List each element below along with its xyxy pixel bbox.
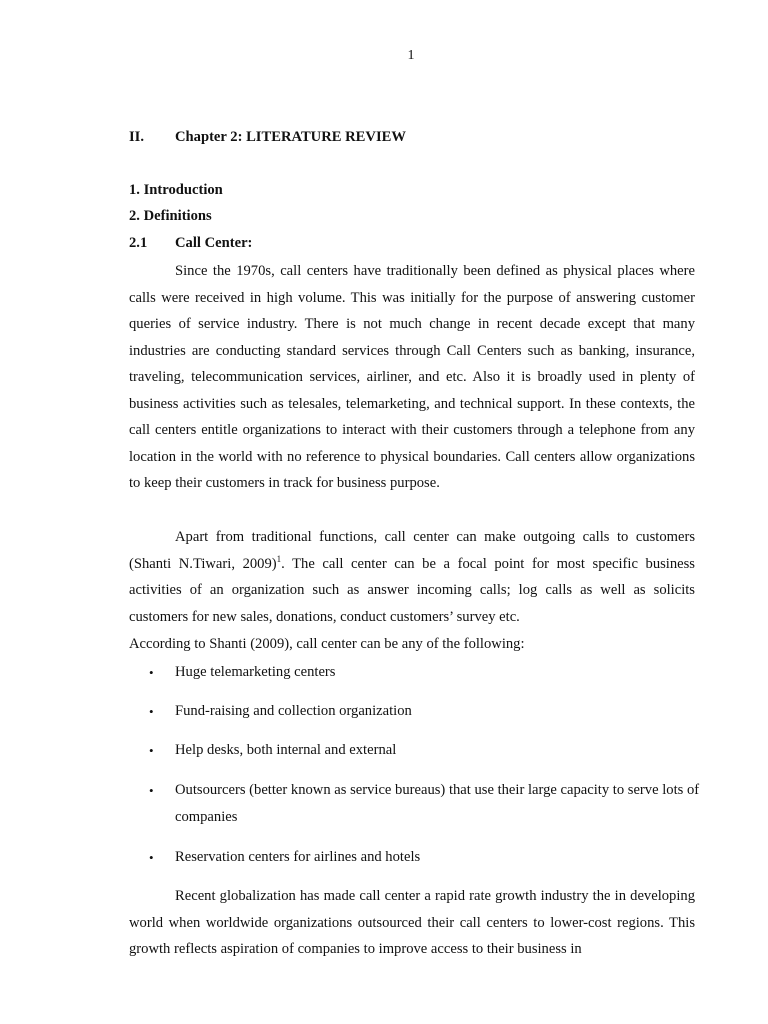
subsection-call-center: [129, 235, 252, 252]
paragraph-outgoing-calls-continued: . The call center can be a focal point for most specific business activities of an organization such as answer incoming calls; log calls as well as solicits customers for new sales, donations, conduct customers’ survey etc.: [129, 555, 695, 625]
section-introduction: 1. Introduction: [129, 182, 223, 198]
bullet-icon: •: [149, 783, 154, 798]
bullet-icon: •: [149, 704, 154, 719]
list-item-text: Help desks, both internal and external: [175, 742, 397, 758]
subsection-number: 2.1: [129, 235, 148, 251]
list-item: [129, 844, 695, 871]
bullet-icon: •: [149, 850, 154, 865]
list-item-text: Reservation centers for airlines and hotels: [175, 849, 421, 865]
chapter-numeral: II.: [129, 129, 145, 145]
paragraph-call-center-history: Since the 1970s, call centers have traditionally been defined as physical places where calls were received in high volume. This was initially for the purpose of answering customer queries of service industry. There is not much change in recent decade except that many industries are conducting standard services through Call Centers such as banking, insurance, traveling, telecommunication services, airliner, and etc. Also it is broadly used in plenty of business activities such as telesales, telemarketing, and technical support. In these contexts, the call centers entitle organizations to interact with their customers through a telephone from any location in the world with no reference to physical boundaries. Call centers allow organizations to keep their customers in track for business purpose.: [129, 263, 695, 491]
subsection-title: Call Center:: [175, 235, 253, 251]
list-item: [129, 698, 695, 725]
paragraph-globalization: Recent globalization has made call center a rapid rate growth industry the in developing world when worldwide organizations outsourced their call centers to lower-cost regions. This growth reflects aspiration of companies to improve access to their business in: [129, 888, 695, 957]
list-item: [129, 777, 741, 831]
list-item: [129, 737, 695, 764]
chapter-title: Chapter 2: LITERATURE REVIEW: [175, 129, 406, 145]
list-item-text: Huge telemarketing centers: [175, 664, 336, 680]
chapter-heading: [129, 129, 406, 146]
page-number: 1: [407, 48, 415, 63]
list-item-text: Fund-raising and collection organization: [175, 703, 412, 719]
paragraph-list-intro: According to Shanti (2009), call center can be any of the following:: [129, 636, 525, 652]
section-definitions: 2. Definitions: [129, 208, 212, 224]
bullet-icon: •: [149, 743, 154, 758]
paragraph-outgoing-calls: [129, 524, 695, 630]
footnote-marker: 1: [276, 553, 282, 564]
list-item-text: Outsourcers (better known as service bureaus) that use their large capacity to serve lots of companies: [175, 782, 700, 825]
bullet-icon: •: [149, 665, 154, 680]
list-item: [129, 659, 695, 686]
paragraph-outgoing-calls-text: Apart from traditional functions, call center can make outgoing calls to customers (Shanti N.Tiwari, 2009): [129, 529, 695, 572]
